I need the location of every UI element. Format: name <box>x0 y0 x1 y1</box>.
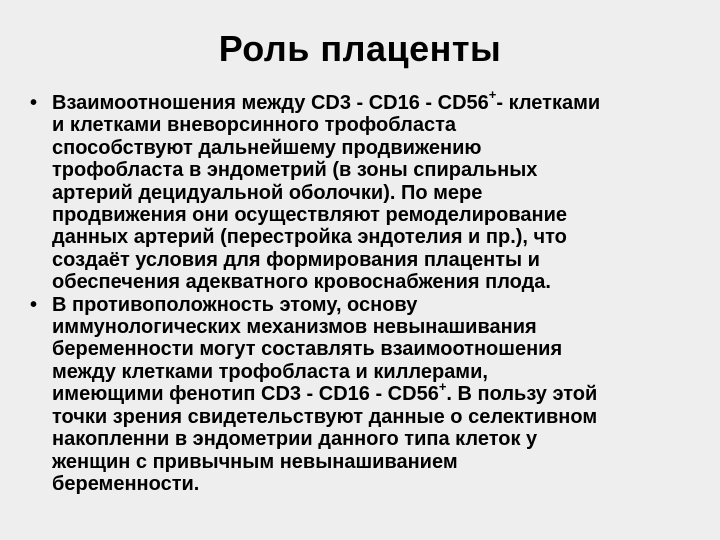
bullet-marker: • <box>30 92 38 114</box>
text-line: обеспечения адекватного кровоснабжения плода. <box>52 271 551 294</box>
text-line: имеющими фенотип CD3 - CD16 - CD56+. В пользу этой <box>52 378 598 406</box>
superscript-plus: + <box>438 378 447 394</box>
text-line: Взаимоотношения между CD3 - CD16 - CD56+- клетками <box>52 87 601 114</box>
text-line: женщин с привычным невынашиванием <box>52 450 458 473</box>
text-line: беременности. <box>52 472 200 495</box>
text-line: и клетками вневорсинного трофобласта <box>52 114 456 137</box>
text-line: В противоположность этому, основу <box>52 293 418 316</box>
text-line: артерий децидуальной оболочки). По мере <box>52 181 483 204</box>
text-line: способствуют дальнейшему продвижению <box>52 136 482 159</box>
bullet-list <box>30 87 720 495</box>
text-line: иммунологических механизмов невынашивания <box>52 316 537 339</box>
bullet-item-2 <box>30 294 720 496</box>
superscript-plus: + <box>488 87 497 103</box>
text-line: накопленни в эндометрии данного типа клеток у <box>52 428 538 451</box>
text-line: данных артерий (перестройка эндотелия и пр.), что <box>52 226 567 249</box>
text-line: создаёт условия для формирования плаценты и <box>52 248 540 271</box>
slide-title: Роль плаценты <box>218 28 502 69</box>
text-line: продвижения они осуществляют ремоделирование <box>52 204 567 227</box>
bullet-item-1 <box>30 87 720 294</box>
bullet-marker: • <box>30 293 38 316</box>
text-line: между клетками трофобласта и киллерами, <box>52 360 488 383</box>
text-line: беременности могут составлять взаимоотношения <box>52 338 563 361</box>
text-line: трофобласта в эндометрий (в зоны спиральных <box>52 159 538 182</box>
text-line: точки зрения свидетельствуют данные о селективном <box>52 405 598 428</box>
